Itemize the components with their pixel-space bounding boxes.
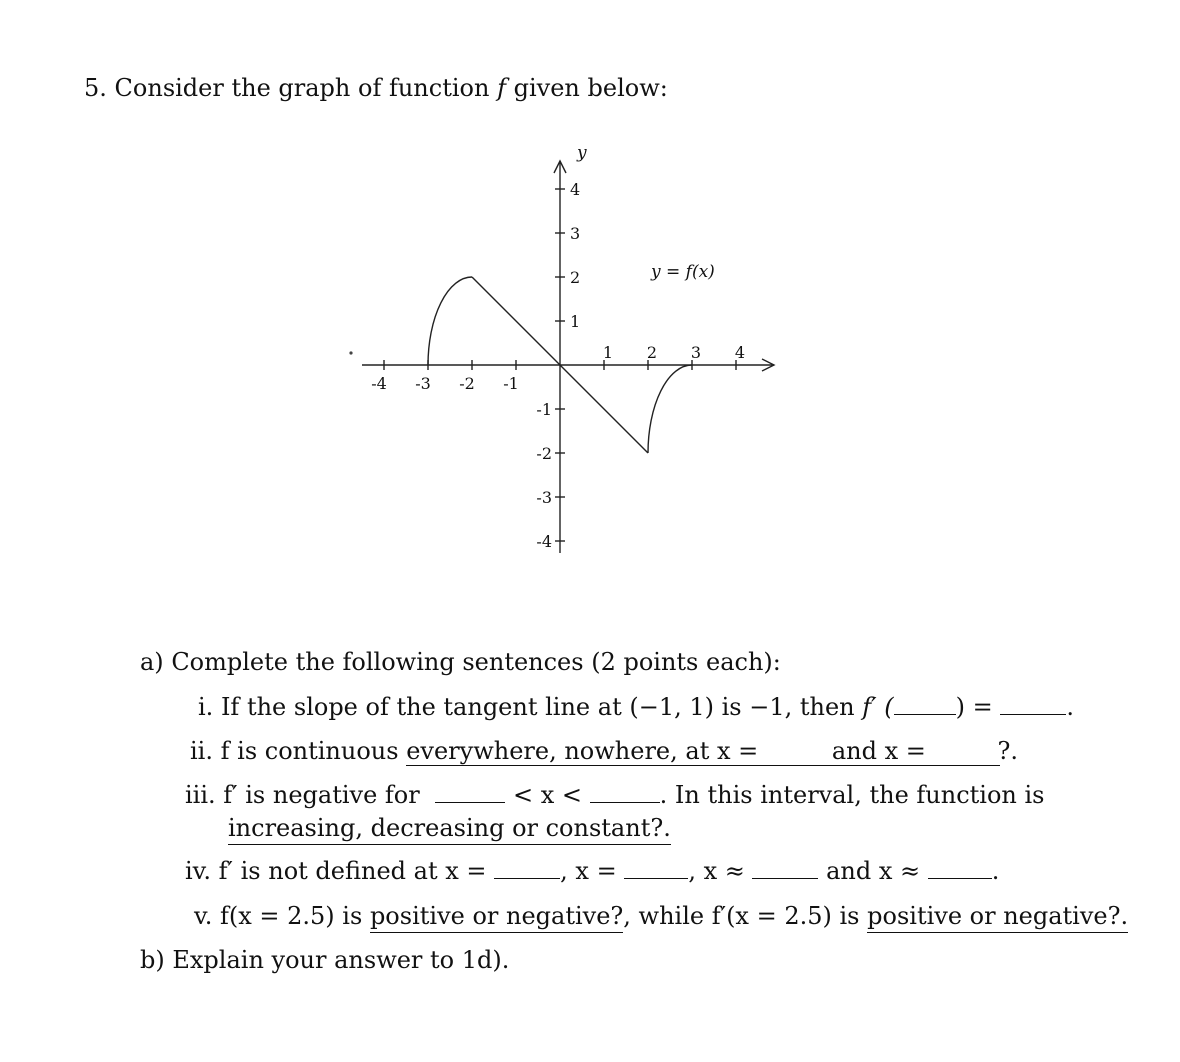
item-ii-mid: and x = <box>831 737 926 765</box>
curve-arc-right <box>648 365 692 453</box>
curve-label: y = f(x) <box>651 262 715 282</box>
axes <box>362 161 774 553</box>
item-ii-num: ii. <box>190 737 213 765</box>
item-v-pre: f(x = 2.5) is <box>219 902 363 930</box>
y-tick-label: -1 <box>536 400 552 419</box>
x-tick-label: 2 <box>646 343 658 362</box>
item-iv-blank-3[interactable] <box>752 860 818 879</box>
item-iii-line2[interactable] <box>228 816 671 840</box>
x-tick-label: 4 <box>734 343 746 362</box>
item-i-text: If the slope of the tangent line at (−1, 1) is −1, then <box>220 693 855 721</box>
part-a-text: Complete the following sentences (2 points each): <box>171 648 781 676</box>
x-tick-label: -4 <box>371 374 387 393</box>
y-tick-label: 2 <box>570 268 581 287</box>
item-v-choice-1[interactable]: positive or negative? <box>370 902 623 933</box>
problem-number: 5. <box>84 74 107 102</box>
item-i-blank-2[interactable] <box>1000 696 1066 715</box>
item-iv-pre: f′ is not defined at x = <box>218 857 487 885</box>
x-tick-label: -1 <box>503 374 519 393</box>
part-b-label: b) <box>140 946 165 974</box>
item-i <box>198 695 1074 719</box>
item-i-blank-1[interactable] <box>894 696 956 715</box>
problem-intro-var: f <box>497 74 506 102</box>
item-iv-blank-4[interactable] <box>928 860 992 879</box>
part-b <box>140 948 509 972</box>
item-ii-choices[interactable] <box>406 737 1019 766</box>
x-tick-label: 3 <box>690 343 702 362</box>
item-iv <box>185 859 999 883</box>
item-iii-choices[interactable]: increasing, decreasing or constant?. <box>228 814 671 845</box>
stray-dot <box>349 351 352 354</box>
item-iii-post: . In this interval, the function is <box>659 781 1045 809</box>
item-i-end: . <box>1066 693 1074 721</box>
item-iii-pre: f′ is negative for <box>223 781 420 809</box>
item-ii <box>190 737 1019 766</box>
item-iv-s2: , x ≈ <box>688 857 745 885</box>
item-ii-end: ?. <box>997 737 1019 765</box>
part-b-text: Explain your answer to 1d). <box>172 946 510 974</box>
x-tick-label: -3 <box>415 374 431 393</box>
part-a-heading <box>140 650 781 674</box>
part-a-label: a) <box>140 648 164 676</box>
y-tick-label: 1 <box>570 312 581 331</box>
item-iv-blank-2[interactable] <box>624 860 688 879</box>
x-tick-label: 1 <box>602 343 614 362</box>
item-v-choice-2[interactable]: positive or negative?. <box>867 902 1128 933</box>
problem-intro-b: given below: <box>513 74 668 102</box>
item-i-num: i. <box>198 693 214 721</box>
y-tick-label: -3 <box>536 488 552 507</box>
item-iv-s1: , x = <box>560 857 617 885</box>
item-i-fprime: f′ ( <box>862 693 894 721</box>
item-iii-mid: < x < <box>513 781 583 809</box>
x-tick-label: -2 <box>459 374 475 393</box>
y-tick-label: -2 <box>536 444 552 463</box>
item-iv-s3: and x ≈ <box>826 857 921 885</box>
y-tick-label: 3 <box>570 224 581 243</box>
item-iv-blank-1[interactable] <box>494 860 560 879</box>
item-iii-blank-1[interactable] <box>435 784 505 803</box>
item-ii-choices-text: everywhere, nowhere, at x = <box>406 737 759 765</box>
item-v <box>194 904 1128 928</box>
problem-intro-a: Consider the graph of function <box>114 74 490 102</box>
item-ii-pre: f is continuous <box>220 737 399 765</box>
y-tick-label: 4 <box>570 180 581 199</box>
item-iii-blank-2[interactable] <box>590 784 660 803</box>
curve-arc-left <box>428 277 472 365</box>
item-iv-end: . <box>991 857 1000 885</box>
item-v-mid: , while f′(x = 2.5) is <box>623 902 860 930</box>
item-iii <box>185 783 1045 807</box>
y-axis-label: y <box>577 143 587 163</box>
item-v-num: v. <box>194 902 213 930</box>
y-tick-label: -4 <box>536 532 552 551</box>
item-iv-num: iv. <box>185 857 212 885</box>
item-i-close: ) = <box>955 693 993 721</box>
item-iii-num: iii. <box>185 781 216 809</box>
